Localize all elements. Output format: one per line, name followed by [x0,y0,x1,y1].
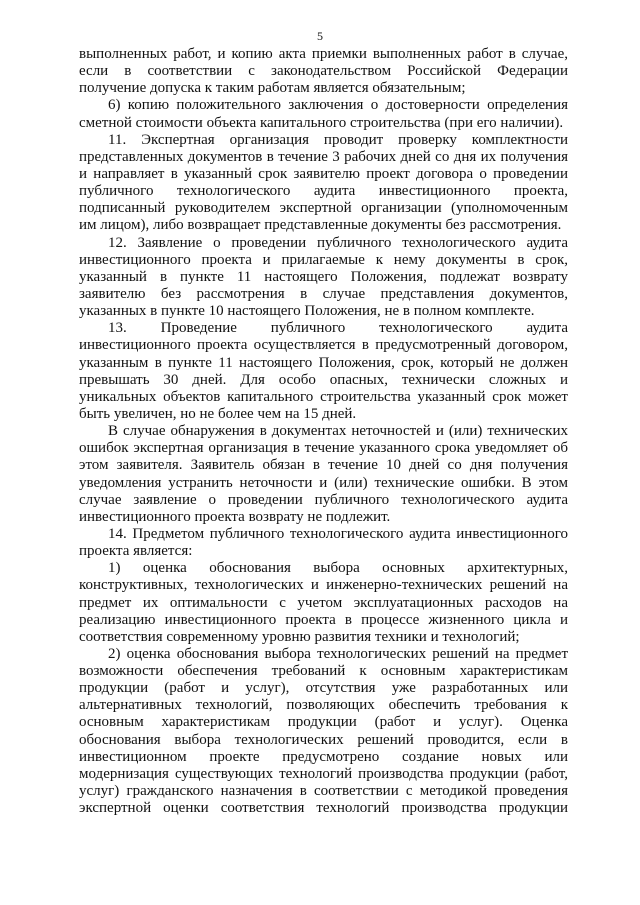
text-line: указанных в пункте 10 настоящего Положения, не в полном комплекте. [79,303,535,320]
text-line: модернизация существующих технологий производства продукции (работ, [79,765,568,782]
text-line: проекта является: [79,543,193,560]
text-line: случае заявление о проведении публичного технологического аудита [79,491,568,508]
text-line: указанным в пункте 11 настоящего Положения, срок, который не должен [79,354,568,371]
text-line: уникальных объектов капитального строительства указанный срок может [79,388,568,405]
text-line: инвестиционного проекта возврату не подлежит. [79,508,391,525]
text-line: и направляет в указанный срок заявителю проект договора о проведении [79,165,568,182]
text-line: получение допуска к таким работам является обязательным; [79,80,466,97]
text-line: обоснования выбора технологических решений проводится, если в [79,731,568,748]
text-line: 14. Предметом публичного технологического аудита инвестиционного [108,525,568,542]
text-line: предмет их оптимальности с учетом эксплуатационных расходов на [79,594,568,611]
text-line: уведомления устранить неточности и (или) технические ошибки. В этом [79,474,568,491]
text-line: основным характеристикам продукции (работ и услуг). Оценка [79,714,568,731]
text-line: продукции (работ и услуг), отсутствия уже разработанных или [79,680,568,697]
text-line: инвестиционного проекта и прилагаемые к нему документы в срок, [79,251,568,268]
text-line: инвестиционного проекта осуществляется в предусмотренный договором, [79,337,568,354]
text-line: возможности обеспечения требований к основным характеристикам [79,663,568,680]
text-line: ошибок экспертная организация в течение указанного срока уведомляет об [79,440,568,457]
text-line: 13. Проведение публичного технологического аудита [108,320,568,337]
text-line: им лицом), либо возвращает представленные документы без рассмотрения. [79,217,562,234]
text-line: сметной стоимости объекта капитального строительства (при его наличии). [79,114,564,131]
text-line: этом заявителя. Заявитель обязан в течение 10 дней со дня получения [79,457,568,474]
text-line: 11. Экспертная организация проводит проверку комплектности [108,131,568,148]
text-line: конструктивных, технологических и инженерно-технических решений на [79,577,568,594]
text-line: 6) копию положительного заключения о достоверности определения [108,97,568,114]
text-line: экспертной оценки соответствия технологий производства продукции [79,800,568,817]
text-line: публичного технологического аудита инвестиционного проекта, [79,183,568,200]
text-line: В случае обнаружения в документах неточностей и (или) технических [108,423,568,440]
text-line: 12. Заявление о проведении публичного технологического аудита [108,234,568,251]
text-line: 2) оценка обоснования выбора технологических решений на предмет [108,645,568,662]
text-line: 1) оценка обоснования выбора основных архитектурных, [108,560,568,577]
text-line: подписанный руководителем экспертной организации (уполномоченным [79,200,568,217]
document-body [79,46,568,817]
text-line: инвестиционном проекте предусмотрено создание новых или [79,748,568,765]
text-line: указанный в пункте 11 настоящего Положения, подлежат возврату [79,268,568,285]
page-number: 5 [317,29,323,43]
text-line: услуг) гражданского назначения в соответствии с методикой проведения [79,783,568,800]
text-line: выполненных работ, и копию акта приемки выполненных работ в случае, [79,46,568,62]
text-line: заявителю без рассмотрения в случае представления документов, [79,285,568,302]
text-line: превышать 30 дней. Для особо опасных, технически сложных и [79,371,568,388]
text-line: альтернативных технологий, позволяющих обеспечить требования к [79,697,568,714]
text-line: быть увеличен, но не более чем на 15 дней. [79,405,357,422]
text-line: представленных документов в течение 3 рабочих дней со дня их получения [79,148,568,165]
text-line: реализацию инвестиционного проекта в процессе жизненного цикла и [79,611,568,628]
text-line: соответствия современному уровню развития техники и технологий; [79,628,520,645]
text-line: если в соответствии с законодательством Российской Федерации [79,63,568,80]
